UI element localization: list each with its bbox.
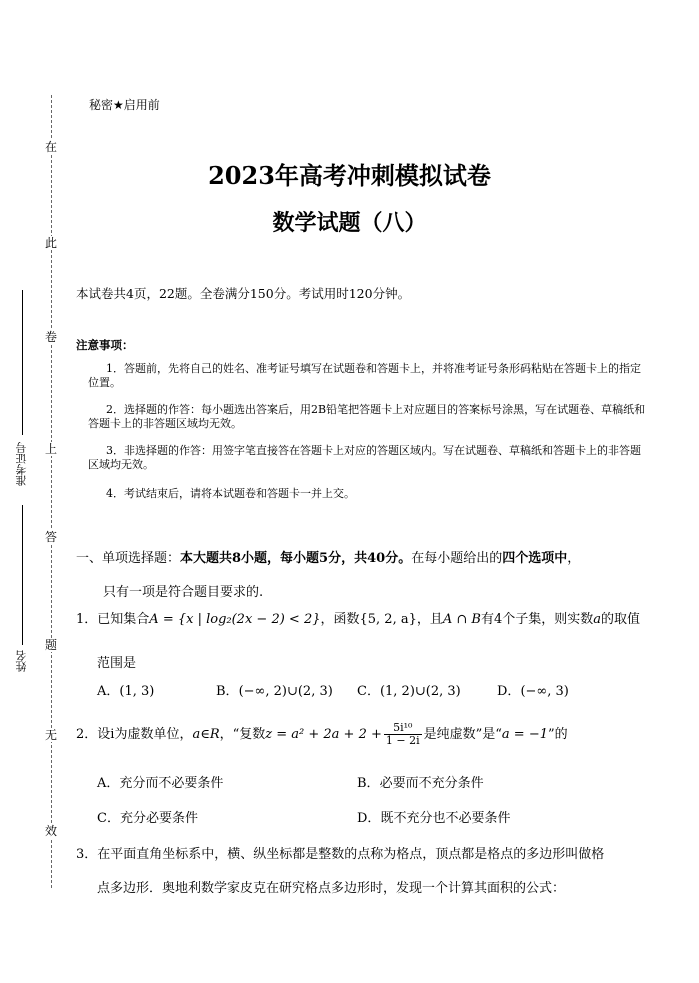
notice-item: 2．选择题的作答：每小题选出答案后，用2B铅笔把答题卡上对应题目的答案标号涂黑，写在试题卷、草稿纸和答题卡上的非答题区域均无效。 [88, 403, 646, 430]
option-value: (−∞, 3) [520, 684, 569, 699]
binding-char: 效 [44, 824, 57, 838]
q1-option-c [357, 680, 461, 699]
option-value: 既不充分也不必要条件 [380, 811, 511, 826]
q1-option-d [497, 680, 569, 699]
option-label: D． [357, 811, 381, 826]
exam-id-rule [22, 290, 23, 435]
question-1 [76, 608, 640, 627]
notice-heading: 注意事项： [76, 338, 134, 352]
notice-item: 4．考试结束后，请将本试题卷和答题卡一并上交。 [106, 487, 355, 500]
binding-char: 答 [44, 530, 57, 544]
condition2-expr: a = −1 [501, 727, 548, 742]
option-value: (1, 3) [119, 684, 155, 699]
question-2 [76, 722, 568, 747]
q2-option-b [357, 772, 484, 791]
q3-line2: 点多边形．奥地利数学家皮克在研究格点多边形时，发现一个计算其面积的公式： [97, 881, 566, 896]
option-label: C． [97, 811, 120, 826]
q3-line1: 在平面直角坐标系中，横、纵坐标都是整数的点称为格点，顶点都是格点的多边形叫做格 [97, 847, 605, 862]
name-rule [22, 505, 23, 645]
q2-text: 设i为虚数单位， [97, 727, 193, 742]
notice-item: 3．非选择题的作答：用签字笔直接答在答题卡上对应的答题区域内。写在试题卷、草稿纸和答题卡上的非答题区域均无效。 [88, 444, 641, 471]
section-heading-end: ， [567, 551, 581, 566]
q1-text: 有4个子集，则实数 [481, 612, 594, 627]
section-heading-bold: 本大题共8小题，每小题5分，共40分。 [180, 551, 412, 566]
q1-text: ，且 [416, 612, 443, 627]
question-number: 2． [76, 727, 98, 742]
q2-text: ，“复数 [219, 727, 266, 742]
q1-text: 的取值 [601, 612, 641, 627]
binding-char: 在 [44, 140, 57, 154]
option-value: 充分必要条件 [119, 811, 198, 826]
q1-text: 已知集合 [97, 612, 150, 627]
set-a-expr: A = {x | log₂(2x − 2) < 2} [149, 612, 321, 627]
binding-char: 无 [44, 728, 57, 742]
option-label: B． [216, 684, 239, 699]
option-label: A． [97, 776, 120, 791]
q2-text: ”的 [548, 727, 568, 742]
binding-char: 此 [44, 236, 57, 250]
question-number: 1． [76, 612, 98, 627]
condition-expr: a∈R [192, 727, 220, 742]
option-value: (1, 2)∪(2, 3) [379, 684, 461, 699]
exam-id-label: 准考证号 [15, 442, 28, 486]
section-heading-rest: 在每小题给出的 [411, 551, 503, 566]
q1-option-b [216, 680, 333, 699]
intersection-expr: A ∩ B [442, 612, 481, 627]
complex-expr: z = a² + 2a + 2 + [265, 727, 382, 742]
name-label: 姓名 [15, 650, 28, 672]
question-3 [76, 843, 604, 862]
q2-text: 是纯虚数”是“ [423, 727, 502, 742]
section-heading-line2: 只有一项是符合题目要求的. [103, 585, 264, 600]
binding-char: 上 [44, 442, 57, 456]
section-heading-bold2: 四个选项中 [502, 551, 568, 566]
page-title: 2023年高考冲刺模拟试卷 [208, 161, 491, 190]
q1-text: ，函数 [320, 612, 360, 627]
secret-label: 秘密★启用前 [89, 98, 160, 112]
q2-option-c [97, 807, 198, 826]
option-value: 充分而不必要条件 [119, 776, 224, 791]
intro-text: 本试卷共4页，22题。全卷满分150分。考试用时120分钟。 [76, 286, 411, 301]
option-label: D． [497, 684, 521, 699]
section-heading-prefix: 一、单项选择题： [76, 551, 181, 566]
var-a: a [593, 612, 602, 627]
option-label: B． [357, 776, 380, 791]
question-number: 3． [76, 847, 98, 862]
q2-option-a [97, 772, 223, 791]
q1-line2: 范围是 [97, 656, 137, 671]
fraction-numerator: 5i¹⁰ [384, 722, 422, 735]
section-heading [76, 547, 580, 566]
option-value: 必要而不充分条件 [379, 776, 484, 791]
option-label: A． [97, 684, 120, 699]
option-value: (−∞, 2)∪(2, 3) [238, 684, 333, 699]
binding-char: 卷 [44, 330, 57, 344]
fraction [384, 722, 422, 747]
binding-char: 题 [44, 638, 57, 652]
option-label: C． [357, 684, 380, 699]
notice-item: 1．答题前，先将自己的姓名、准考证号填写在试题卷和答题卡上，并将准考证号条形码粘贴在答题卡上的指定位置。 [88, 362, 641, 389]
fraction-denominator: 1 − 2i [385, 734, 420, 747]
q1-option-a [97, 680, 154, 699]
page-subtitle: 数学试题（八） [272, 210, 427, 236]
set-b-expr: {5, 2, a} [359, 612, 417, 627]
q2-option-d [357, 807, 510, 826]
